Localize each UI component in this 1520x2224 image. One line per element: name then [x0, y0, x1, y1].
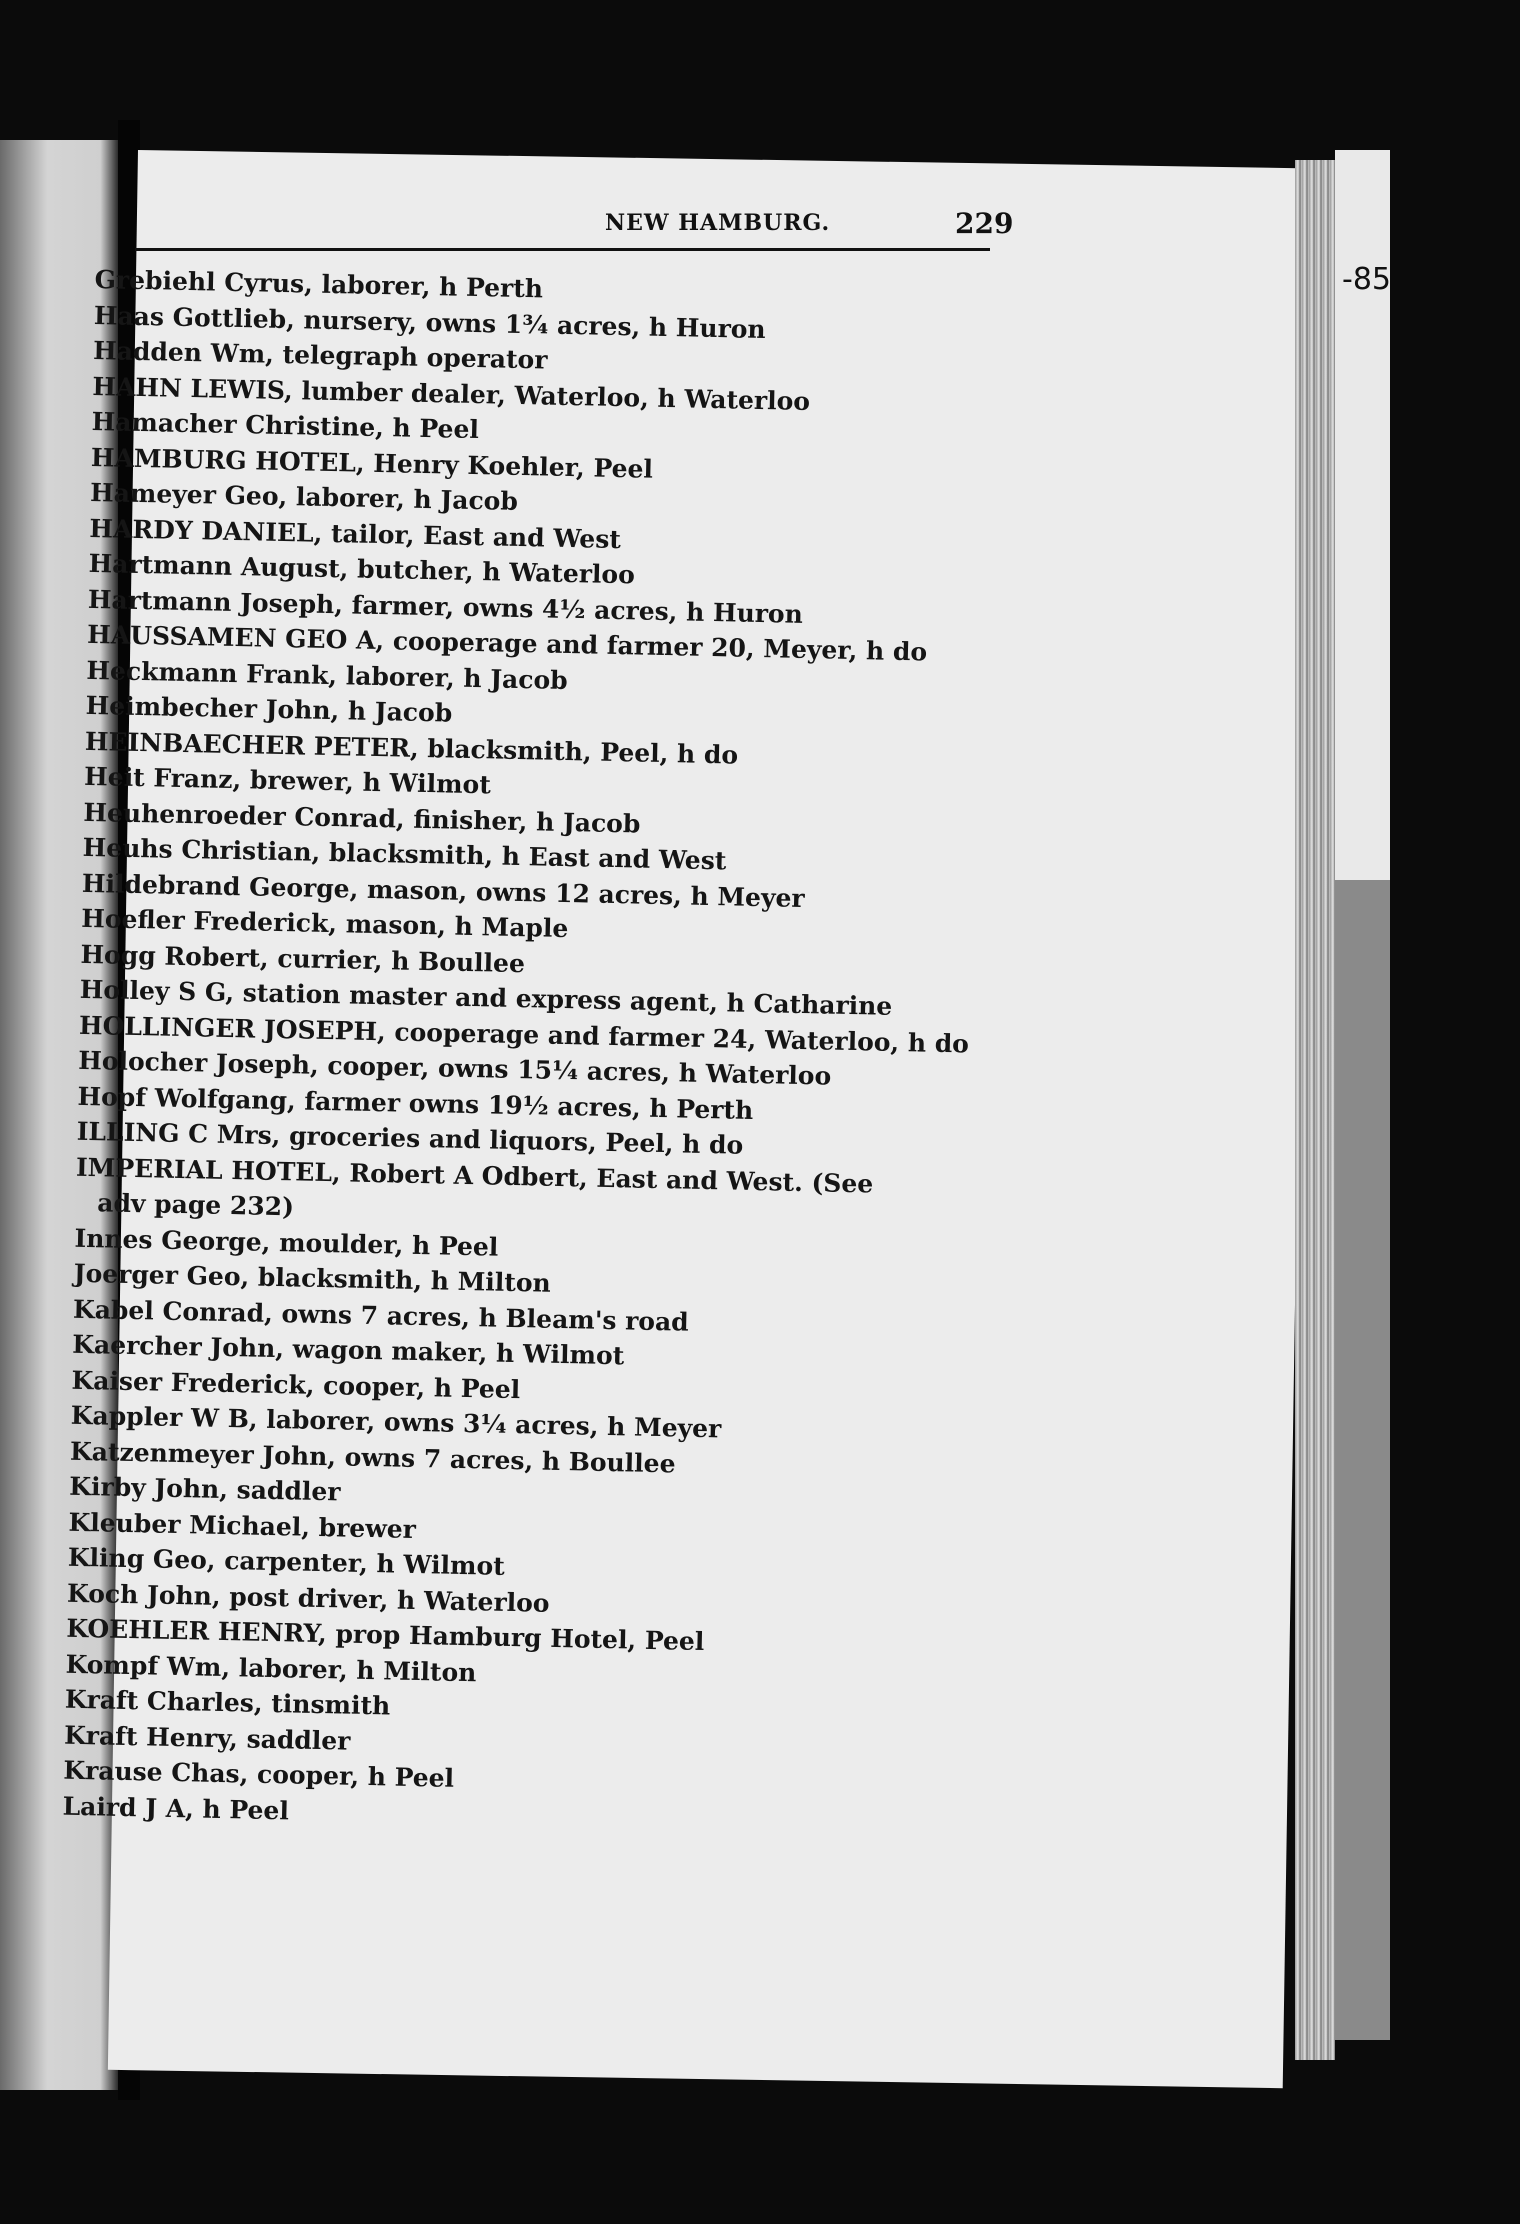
directory-entry: adv page 232) — [96, 1188, 295, 1222]
directory-entry: Kabel Conrad, owns 7 acres, h Bleam's road — [72, 1294, 690, 1337]
directory-entry: Kraft Charles, tinsmith — [64, 1684, 391, 1721]
directory-entry: Hoefler Frederick, mason, h Maple — [80, 903, 569, 944]
directory-entry: Heit Franz, brewer, h Wilmot — [83, 761, 492, 800]
directory-entry: Kappler W B, laborer, owns 3¼ acres, h Meyer — [70, 1400, 722, 1444]
directory-entry: Heuhs Christian, blacksmith, h East and West — [82, 832, 727, 876]
directory-entry: HAUSSAMEN GEO A, cooperage and farmer 20, Meyer, h do — [86, 619, 928, 667]
directory-entry: Hartmann August, butcher, h Waterloo — [88, 548, 636, 590]
directory-entry: Holocher Joseph, cooper, owns 15¼ acres, h Waterloo — [77, 1045, 832, 1091]
directory-entry: Hamacher Christine, h Peel — [91, 406, 480, 445]
directory-entry: Krause Chas, cooper, h Peel — [63, 1755, 455, 1793]
directory-entry: Hartmann Joseph, farmer, owns 4½ acres, h Huron — [87, 584, 804, 629]
directory-entry: Holley S G, station master and express agent, h Catharine — [79, 974, 893, 1021]
directory-entry: Hameyer Geo, laborer, h Jacob — [89, 477, 519, 516]
directory-entry: Kleuber Michael, brewer — [68, 1507, 417, 1544]
directory-entry: Joerger Geo, blacksmith, h Milton — [73, 1258, 552, 1298]
directory-entry: Kraft Henry, saddler — [63, 1720, 351, 1756]
directory-entry: Kaercher John, wagon maker, h Wilmot — [72, 1329, 625, 1371]
directory-entry: Kompf Wm, laborer, h Milton — [65, 1649, 477, 1687]
directory-entry: Heckmann Frank, laborer, h Jacob — [86, 655, 568, 695]
running-head: NEW HAMBURG. — [605, 210, 831, 236]
directory-entries — [62, 262, 1114, 1845]
directory-entry: HAMBURG HOTEL, Henry Koehler, Peel — [90, 442, 654, 484]
directory-entry: Heuhenroeder Conrad, finisher, h Jacob — [83, 797, 641, 839]
directory-entry: Koch John, post driver, h Waterloo — [66, 1578, 550, 1618]
directory-entry: Kaiser Frederick, cooper, h Peel — [71, 1365, 521, 1404]
page-stack-edge — [1295, 160, 1335, 2060]
directory-entry: HEINBAECHER PETER, blacksmith, Peel, h do — [84, 726, 739, 770]
header-rule — [135, 248, 990, 251]
directory-entry: Katzenmeyer John, owns 7 acres, h Boullee — [69, 1436, 676, 1478]
directory-entry: HAHN LEWIS, lumber dealer, Waterloo, h Waterloo — [92, 371, 811, 416]
directory-entry: Heimbecher John, h Jacob — [85, 690, 453, 728]
directory-entry: Innes George, moulder, h Peel — [74, 1223, 499, 1262]
directory-entry: Hopf Wolfgang, farmer owns 19½ acres, h Perth — [77, 1081, 754, 1125]
directory-entry: Hogg Robert, currier, h Boullee — [80, 939, 526, 978]
directory-entry: IMPERIAL HOTEL, Robert A Odbert, East and West. (See — [75, 1152, 874, 1198]
directory-entry: HOLLINGER JOSEPH, cooperage and farmer 24, Waterloo, h do — [78, 1010, 970, 1058]
handwritten-margin-note: -85 — [1342, 262, 1391, 297]
directory-entry: Haas Gottlieb, nursery, owns 1¾ acres, h Huron — [93, 300, 766, 344]
directory-entry: Hildebrand George, mason, owns 12 acres, h Meyer — [81, 868, 805, 913]
right-margin-paper — [1335, 150, 1390, 880]
directory-entry: Kling Geo, carpenter, h Wilmot — [67, 1542, 506, 1581]
directory-entry: KOEHLER HENRY, prop Hamburg Hotel, Peel — [66, 1613, 705, 1657]
directory-entry: ILLING C Mrs, groceries and liquors, Peel, h do — [76, 1116, 744, 1160]
page-number: 229 — [955, 207, 1014, 240]
right-margin-shadow — [1335, 880, 1390, 2040]
directory-entry: Kirby John, saddler — [69, 1471, 341, 1507]
directory-entry: Laird J A, h Peel — [62, 1791, 290, 1825]
directory-entry: HARDY DANIEL, tailor, East and West — [89, 513, 622, 554]
directory-entry: Grebiehl Cyrus, laborer, h Perth — [94, 264, 544, 304]
directory-entry: Hadden Wm, telegraph operator — [92, 335, 548, 375]
